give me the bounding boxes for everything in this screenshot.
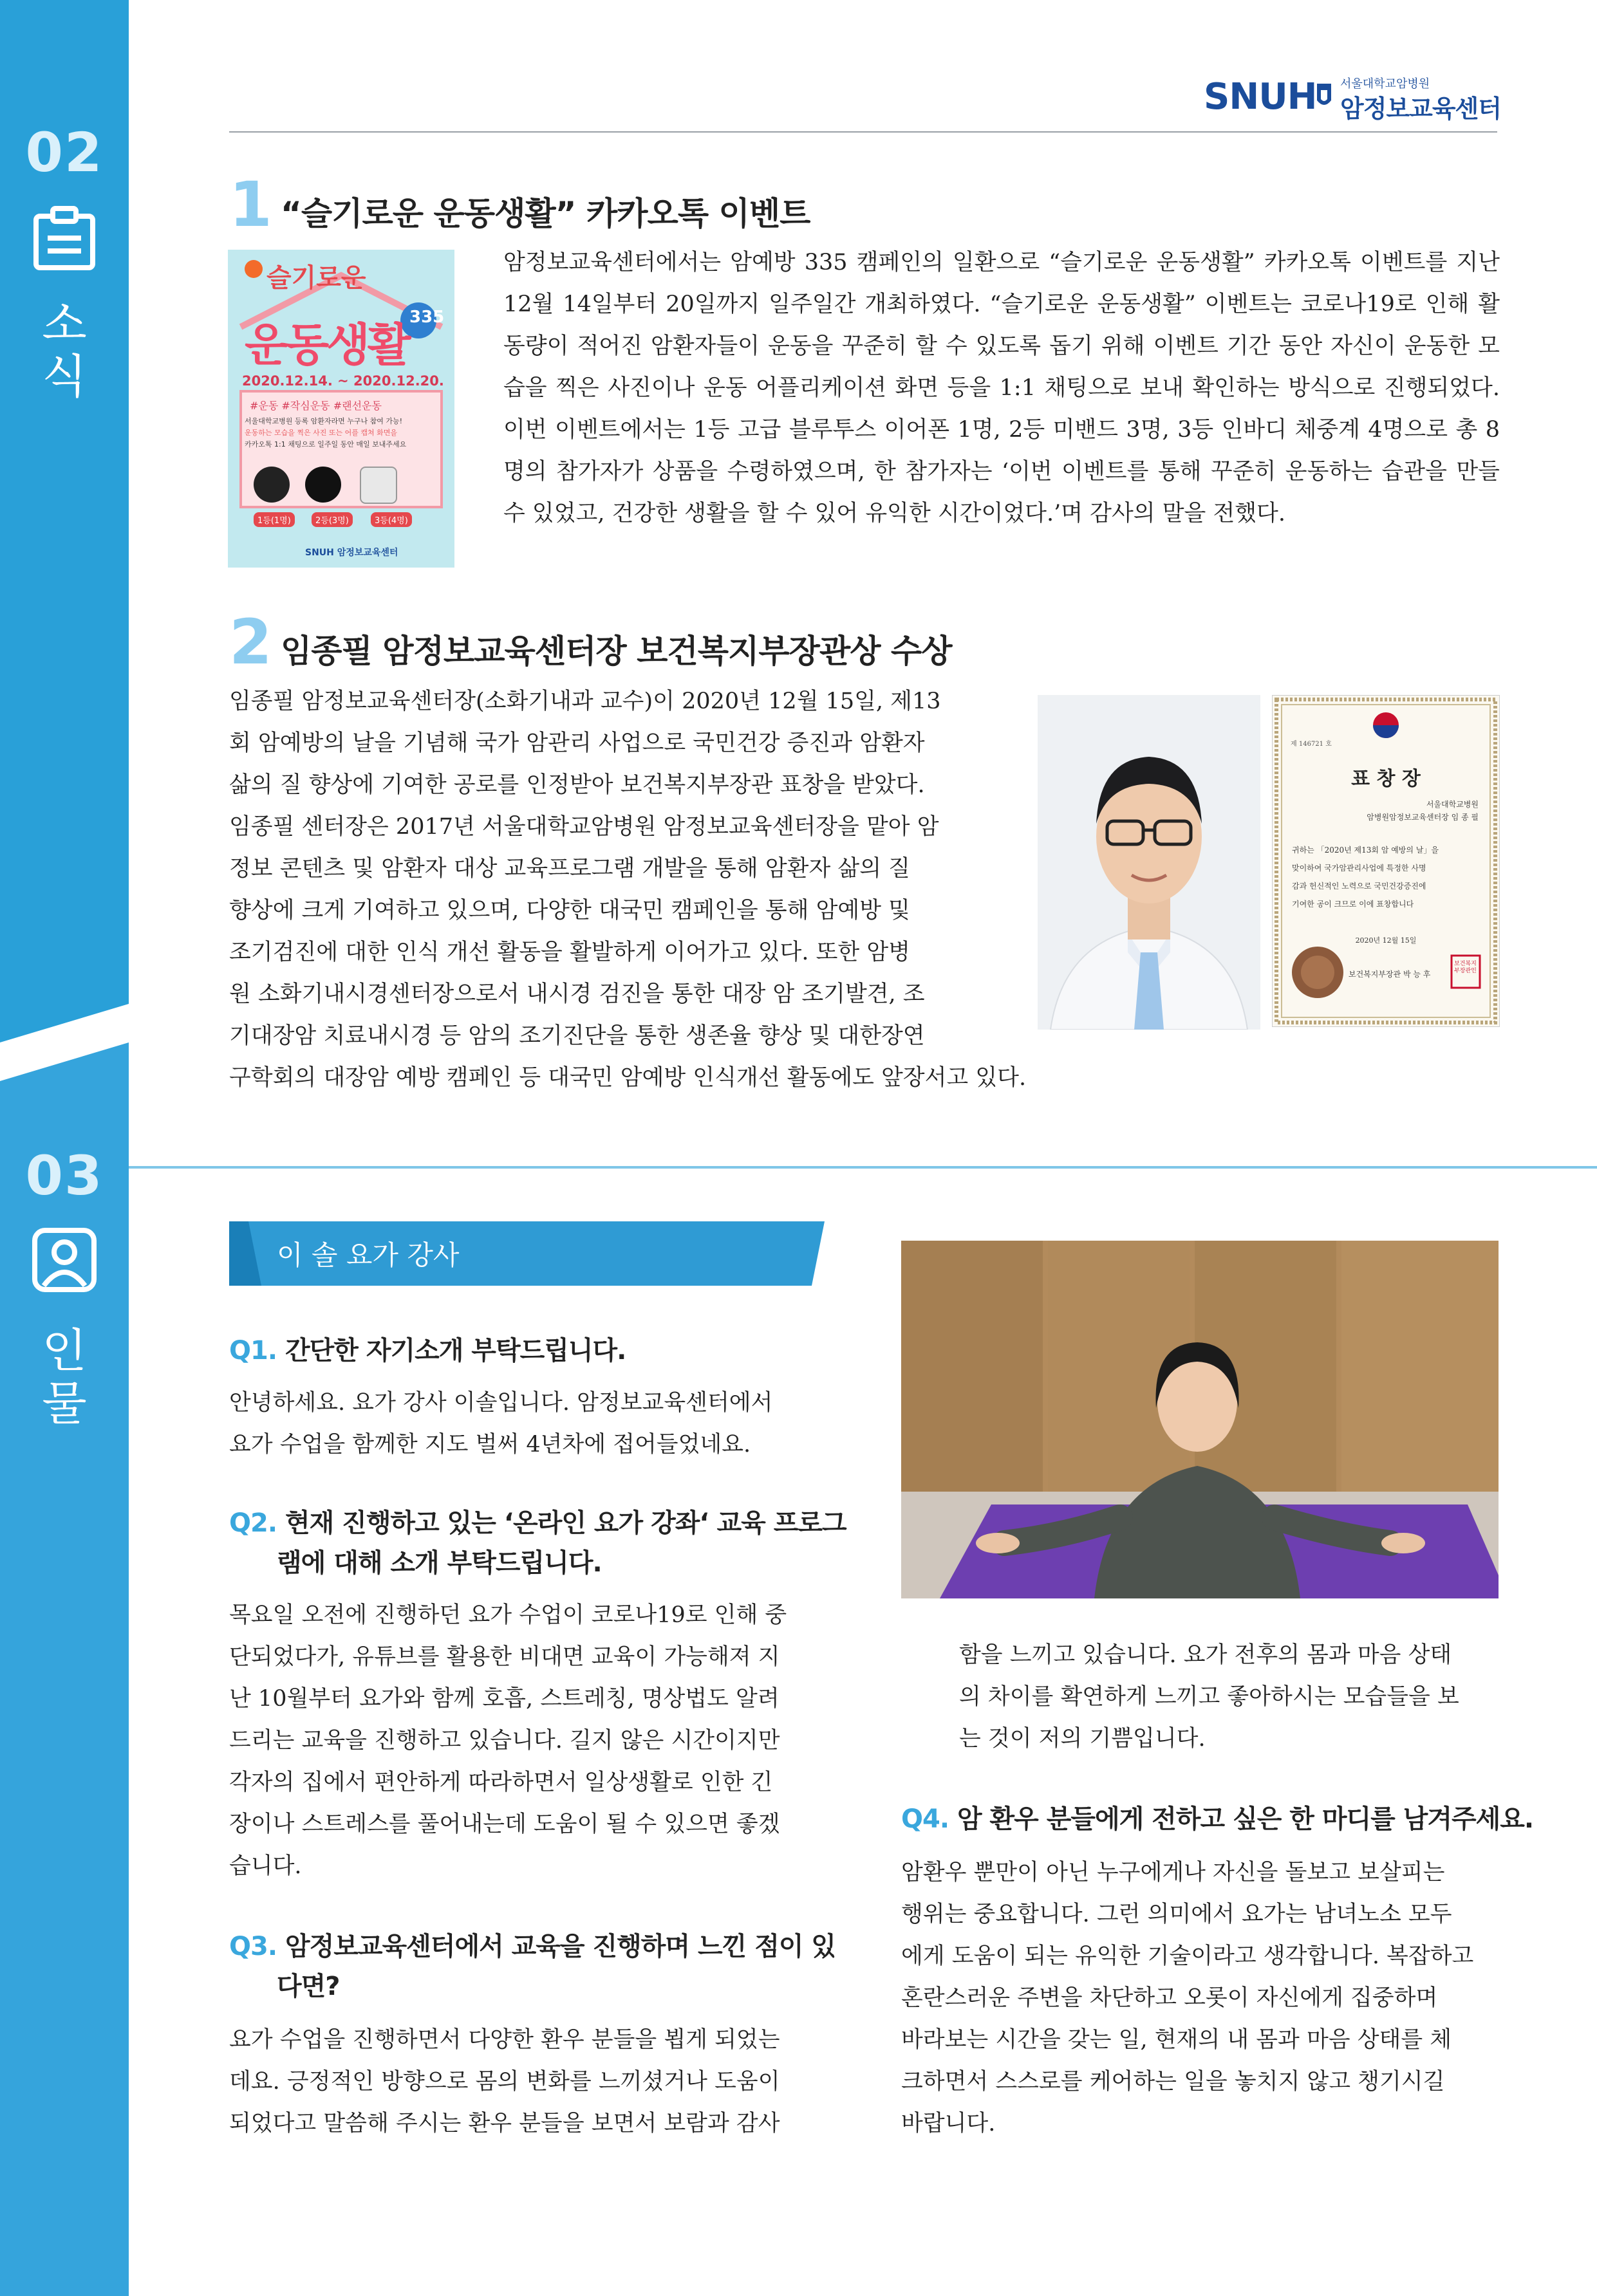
question-text: 암정보교육센터에서 교육을 진행하며 느낀 점이 있 bbox=[285, 1932, 836, 1961]
answer-2 bbox=[229, 1595, 841, 1887]
answer-line: 함을 느끼고 있습니다. 요가 전후의 몸과 마음 상태 bbox=[959, 1642, 1452, 1668]
body-line: 임종필 암정보교육센터장(소화기내과 교수)이 2020년 12월 15일, 제13 bbox=[229, 689, 941, 714]
article2-body bbox=[229, 681, 1130, 1099]
answer-line: 단되었다가, 유튜브를 활용한 비대면 교육이 가능해져 지 bbox=[229, 1644, 780, 1670]
question-1 bbox=[229, 1331, 626, 1371]
section-label-char: 식 bbox=[42, 349, 87, 403]
question-text: 다면? bbox=[277, 1972, 340, 2001]
body-line: 구학회의 대장암 예방 캠페인 등 대국민 암예방 인식개선 활동에도 앞장서고 있다. bbox=[229, 1065, 1027, 1091]
answer-line: 되었다고 말씀해 주시는 환우 분들을 보면서 보람과 감사 bbox=[229, 2111, 780, 2136]
event-poster bbox=[228, 250, 454, 568]
question-number: Q3. bbox=[229, 1932, 277, 1961]
poster-desc: 운동하는 모습을 찍은 사진 또는 어플 캡쳐 화면을 bbox=[245, 429, 397, 437]
body-line: 회 암예방의 날을 기념해 국가 암관리 사업으로 국민건강 증진과 암환자 bbox=[229, 730, 925, 756]
answer-line: 요가 수업을 진행하면서 다양한 환우 분들을 뵙게 되었는 bbox=[229, 2027, 780, 2053]
yoga-illustration bbox=[901, 1241, 1499, 1598]
certificate-text bbox=[1292, 841, 1439, 913]
poster-hashtags: #운동 #작심운동 #랜선운동 bbox=[250, 400, 382, 412]
certificate-text-line: 기여한 공이 크므로 이에 표창합니다 bbox=[1292, 900, 1414, 909]
clipboard-icon bbox=[31, 205, 98, 272]
certificate-date: 2020년 12월 15일 bbox=[1355, 936, 1417, 945]
poster-prize: 3등(4명) bbox=[371, 512, 412, 527]
answer-line: 안녕하세요. 요가 강사 이솔입니다. 암정보교육센터에서 bbox=[229, 1390, 773, 1416]
answer-line: 목요일 오전에 진행하던 요가 수업이 코로나19로 인해 중 bbox=[229, 1602, 787, 1628]
answer-line: 의 차이를 확연하게 느끼고 좋아하시는 모습들을 보 bbox=[959, 1684, 1459, 1710]
section-label-news bbox=[0, 297, 129, 403]
poster-prize: 2등(3명) bbox=[312, 512, 353, 527]
certificate-text-line: 감과 헌신적인 노력으로 국민건강증진에 bbox=[1292, 882, 1426, 891]
question-text: 램에 대해 소개 부탁드립니다. bbox=[277, 1548, 602, 1578]
question-number: Q4. bbox=[901, 1804, 949, 1834]
article-title: “슬기로운 운동생활” 카카오톡 이벤트 bbox=[281, 195, 810, 232]
sidebar-divider-wedge bbox=[0, 1004, 129, 1107]
interview-banner-title: 이 솔 요가 강사 bbox=[277, 1239, 460, 1271]
poster-footer: SNUH 암정보교육센터 bbox=[305, 548, 398, 558]
answer-line: 는 것이 저의 기쁨입니다. bbox=[959, 1726, 1206, 1752]
section-number-03: 03 bbox=[25, 1144, 104, 1207]
body-line: 삶의 질 향상에 기여한 공로를 인정받아 보건복지부장관 표창을 받았다. bbox=[229, 772, 925, 798]
question-4 bbox=[901, 1799, 1533, 1839]
answer-line: 행위는 중요합니다. 그런 의미에서 요가는 남녀노소 모두 bbox=[901, 1902, 1452, 1927]
body-line: 원 소화기내시경센터장으로서 내시경 검진을 통한 대장 암 조기발견, 조 bbox=[229, 981, 925, 1007]
portrait-photo bbox=[1038, 695, 1260, 1030]
certificate-text-line: 맞이하여 국가암관리사업에 특정한 사명 bbox=[1292, 864, 1426, 873]
article-number: 1 bbox=[229, 169, 272, 241]
question-2 bbox=[229, 1503, 846, 1583]
answer-line: 에게 도움이 되는 유익한 기술이라고 생각합니다. 복잡하고 bbox=[901, 1943, 1474, 1969]
answer-line: 각자의 집에서 편안하게 따라하면서 일상생활로 인한 긴 bbox=[229, 1770, 773, 1795]
answer-line: 바랍니다. bbox=[901, 2111, 996, 2136]
certificate-org: 서울대학교병원 bbox=[1426, 800, 1479, 809]
section-label-char: 물 bbox=[42, 1376, 87, 1430]
poster-title-line1: 슬기로운 bbox=[266, 263, 366, 293]
header-rule bbox=[229, 131, 1497, 133]
answer-line: 데요. 긍정적인 방향으로 몸의 변화를 느끼셨거나 도움이 bbox=[229, 2069, 780, 2095]
certificate-seal: 보건복지부장관인 bbox=[1454, 961, 1477, 974]
answer-line: 크하면서 스스로를 케어하는 일을 놓치지 않고 챙기시길 bbox=[901, 2069, 1445, 2095]
certificate-number: 제 146721 호 bbox=[1291, 741, 1332, 748]
answer-4 bbox=[901, 1852, 1500, 2145]
answer-line: 습니다. bbox=[229, 1853, 302, 1879]
certificate-image bbox=[1272, 695, 1500, 1027]
logo-subtitle: 서울대학교암병원 bbox=[1340, 77, 1430, 91]
question-text: 암 환우 분들에게 전하고 싶은 한 마디를 남겨주세요. bbox=[957, 1804, 1534, 1834]
question-text: 현재 진행하고 있는 ‘온라인 요가 강좌‘ 교육 프로그 bbox=[285, 1508, 846, 1538]
certificate-title: 표 창 장 bbox=[1351, 768, 1421, 790]
yoga-photo bbox=[901, 1241, 1499, 1598]
answer-line: 요가 수업을 함께한 지도 벌써 4년차에 접어들었네요. bbox=[229, 1432, 751, 1458]
logo-title: 암정보교육센터 bbox=[1340, 95, 1501, 123]
answer-line: 장이나 스트레스를 풀어내는데 도움이 될 수 있으면 좋겠 bbox=[229, 1811, 780, 1837]
answer-1 bbox=[229, 1382, 841, 1466]
question-number: Q1. bbox=[229, 1336, 277, 1366]
answer-3 bbox=[229, 2019, 841, 2145]
body-line: 정보 콘텐츠 및 암환자 대상 교육프로그램 개발을 통해 암환자 삶의 질 bbox=[229, 856, 910, 882]
certificate-text-line: 귀하는 「2020년 제13회 암 예방의 날」을 bbox=[1292, 846, 1439, 855]
body-line: 기대장암 치료내시경 등 암의 조기진단을 통한 생존율 향상 및 대한장연 bbox=[229, 1023, 925, 1049]
certificate-signer: 보건복지부장관 박 능 후 bbox=[1349, 970, 1431, 979]
question-3 bbox=[229, 1927, 836, 2006]
article-number: 2 bbox=[229, 606, 272, 678]
body-line: 조기검진에 대한 인식 개선 활동을 활발하게 이어가고 있다. 또한 암병 bbox=[229, 940, 910, 965]
section-label-char: 인 bbox=[42, 1324, 87, 1378]
poster-desc: 서울대학교병원 등록 암환자라면 누구나 참여 가능! bbox=[245, 417, 403, 425]
poster-prize: 1등(1명) bbox=[254, 512, 295, 527]
answer-line: 드리는 교육을 진행하고 있습니다. 길지 않은 시간이지만 bbox=[229, 1728, 780, 1754]
section-divider bbox=[129, 1166, 1597, 1169]
poster-dates: 2020.12.14. ~ 2020.12.20. bbox=[242, 373, 444, 389]
person-icon bbox=[31, 1227, 98, 1293]
body-line: 향상에 크게 기여하고 있으며, 다양한 대국민 캠페인을 통해 암예방 및 bbox=[229, 898, 910, 923]
certificate-recipient: 암병원암정보교육센터장 임 종 필 bbox=[1367, 813, 1479, 822]
poster-desc: 카카오톡 1:1 채팅으로 일주일 동안 매일 보내주세요 bbox=[245, 440, 407, 449]
section-label-people bbox=[0, 1324, 129, 1430]
poster-title-line2: 운동생활 bbox=[245, 319, 409, 371]
logo-mark-icon bbox=[1313, 81, 1335, 111]
article1-body: 암정보교육센터에서는 암예방 335 캠페인의 일환으로 “슬기로운 운동생활” 카카오톡 이벤트를 지난 12월 14일부터 20일까지 일주일간 개최하였다. “슬기로운 운동생활” 이벤트는 코로나19로 인해 활동량이 적어진 암환자들이 운동을 꾸준히 할 수 있도록 돕기 위해 이벤트 기간 동안 자신이 운동한 모습을 찍은 사진이나 운동 어플리케이션 화면 등을 1:1 채팅으로 보내 확인하는 방식으로 진행되었다. 이번 이벤트에서는 1등 고급 블루투스 이어폰 1명, 2등 미밴드 3명, 3등 인바디 체중계 4명으로 총 8명의 참가자가 상품을 수령하였으며, 한 참가자는 ‘이번 이벤트를 통해 꾸준히 운동하는 습관을 만들 수 있었고, 건강한 생활을 할 수 있어 유익한 시간이었다.’며 감사의 말을 전했다. bbox=[503, 250, 1500, 526]
answer-line: 난 10월부터 요가와 함께 호흡, 스트레칭, 명상법도 알려 bbox=[229, 1686, 780, 1712]
body-line: 임종필 센터장은 2017년 서울대학교암병원 암정보교육센터장을 맡아 암 bbox=[229, 814, 939, 840]
question-text: 간단한 자기소개 부탁드립니다. bbox=[285, 1336, 626, 1366]
article-title: 임종필 암정보교육센터장 보건복지부장관상 수상 bbox=[281, 633, 952, 670]
answer-line: 혼란스러운 주변을 차단하고 오롯이 자신에게 집중하며 bbox=[901, 1985, 1438, 2011]
question-number: Q2. bbox=[229, 1508, 277, 1538]
poster-badge: 335 bbox=[409, 308, 445, 327]
answer-3-continued bbox=[959, 1634, 1500, 1760]
section-label-char: 소 bbox=[42, 297, 87, 351]
answer-line: 바라보는 시간을 갖는 일, 현재의 내 몸과 마음 상태를 체 bbox=[901, 2027, 1452, 2053]
logo-snuh: SNUH bbox=[1204, 76, 1317, 118]
portrait-illustration bbox=[1038, 695, 1260, 1030]
section-number-02: 02 bbox=[25, 121, 104, 184]
answer-line: 암환우 뿐만이 아닌 누구에게나 자신을 돌보고 보살피는 bbox=[901, 1860, 1445, 1885]
